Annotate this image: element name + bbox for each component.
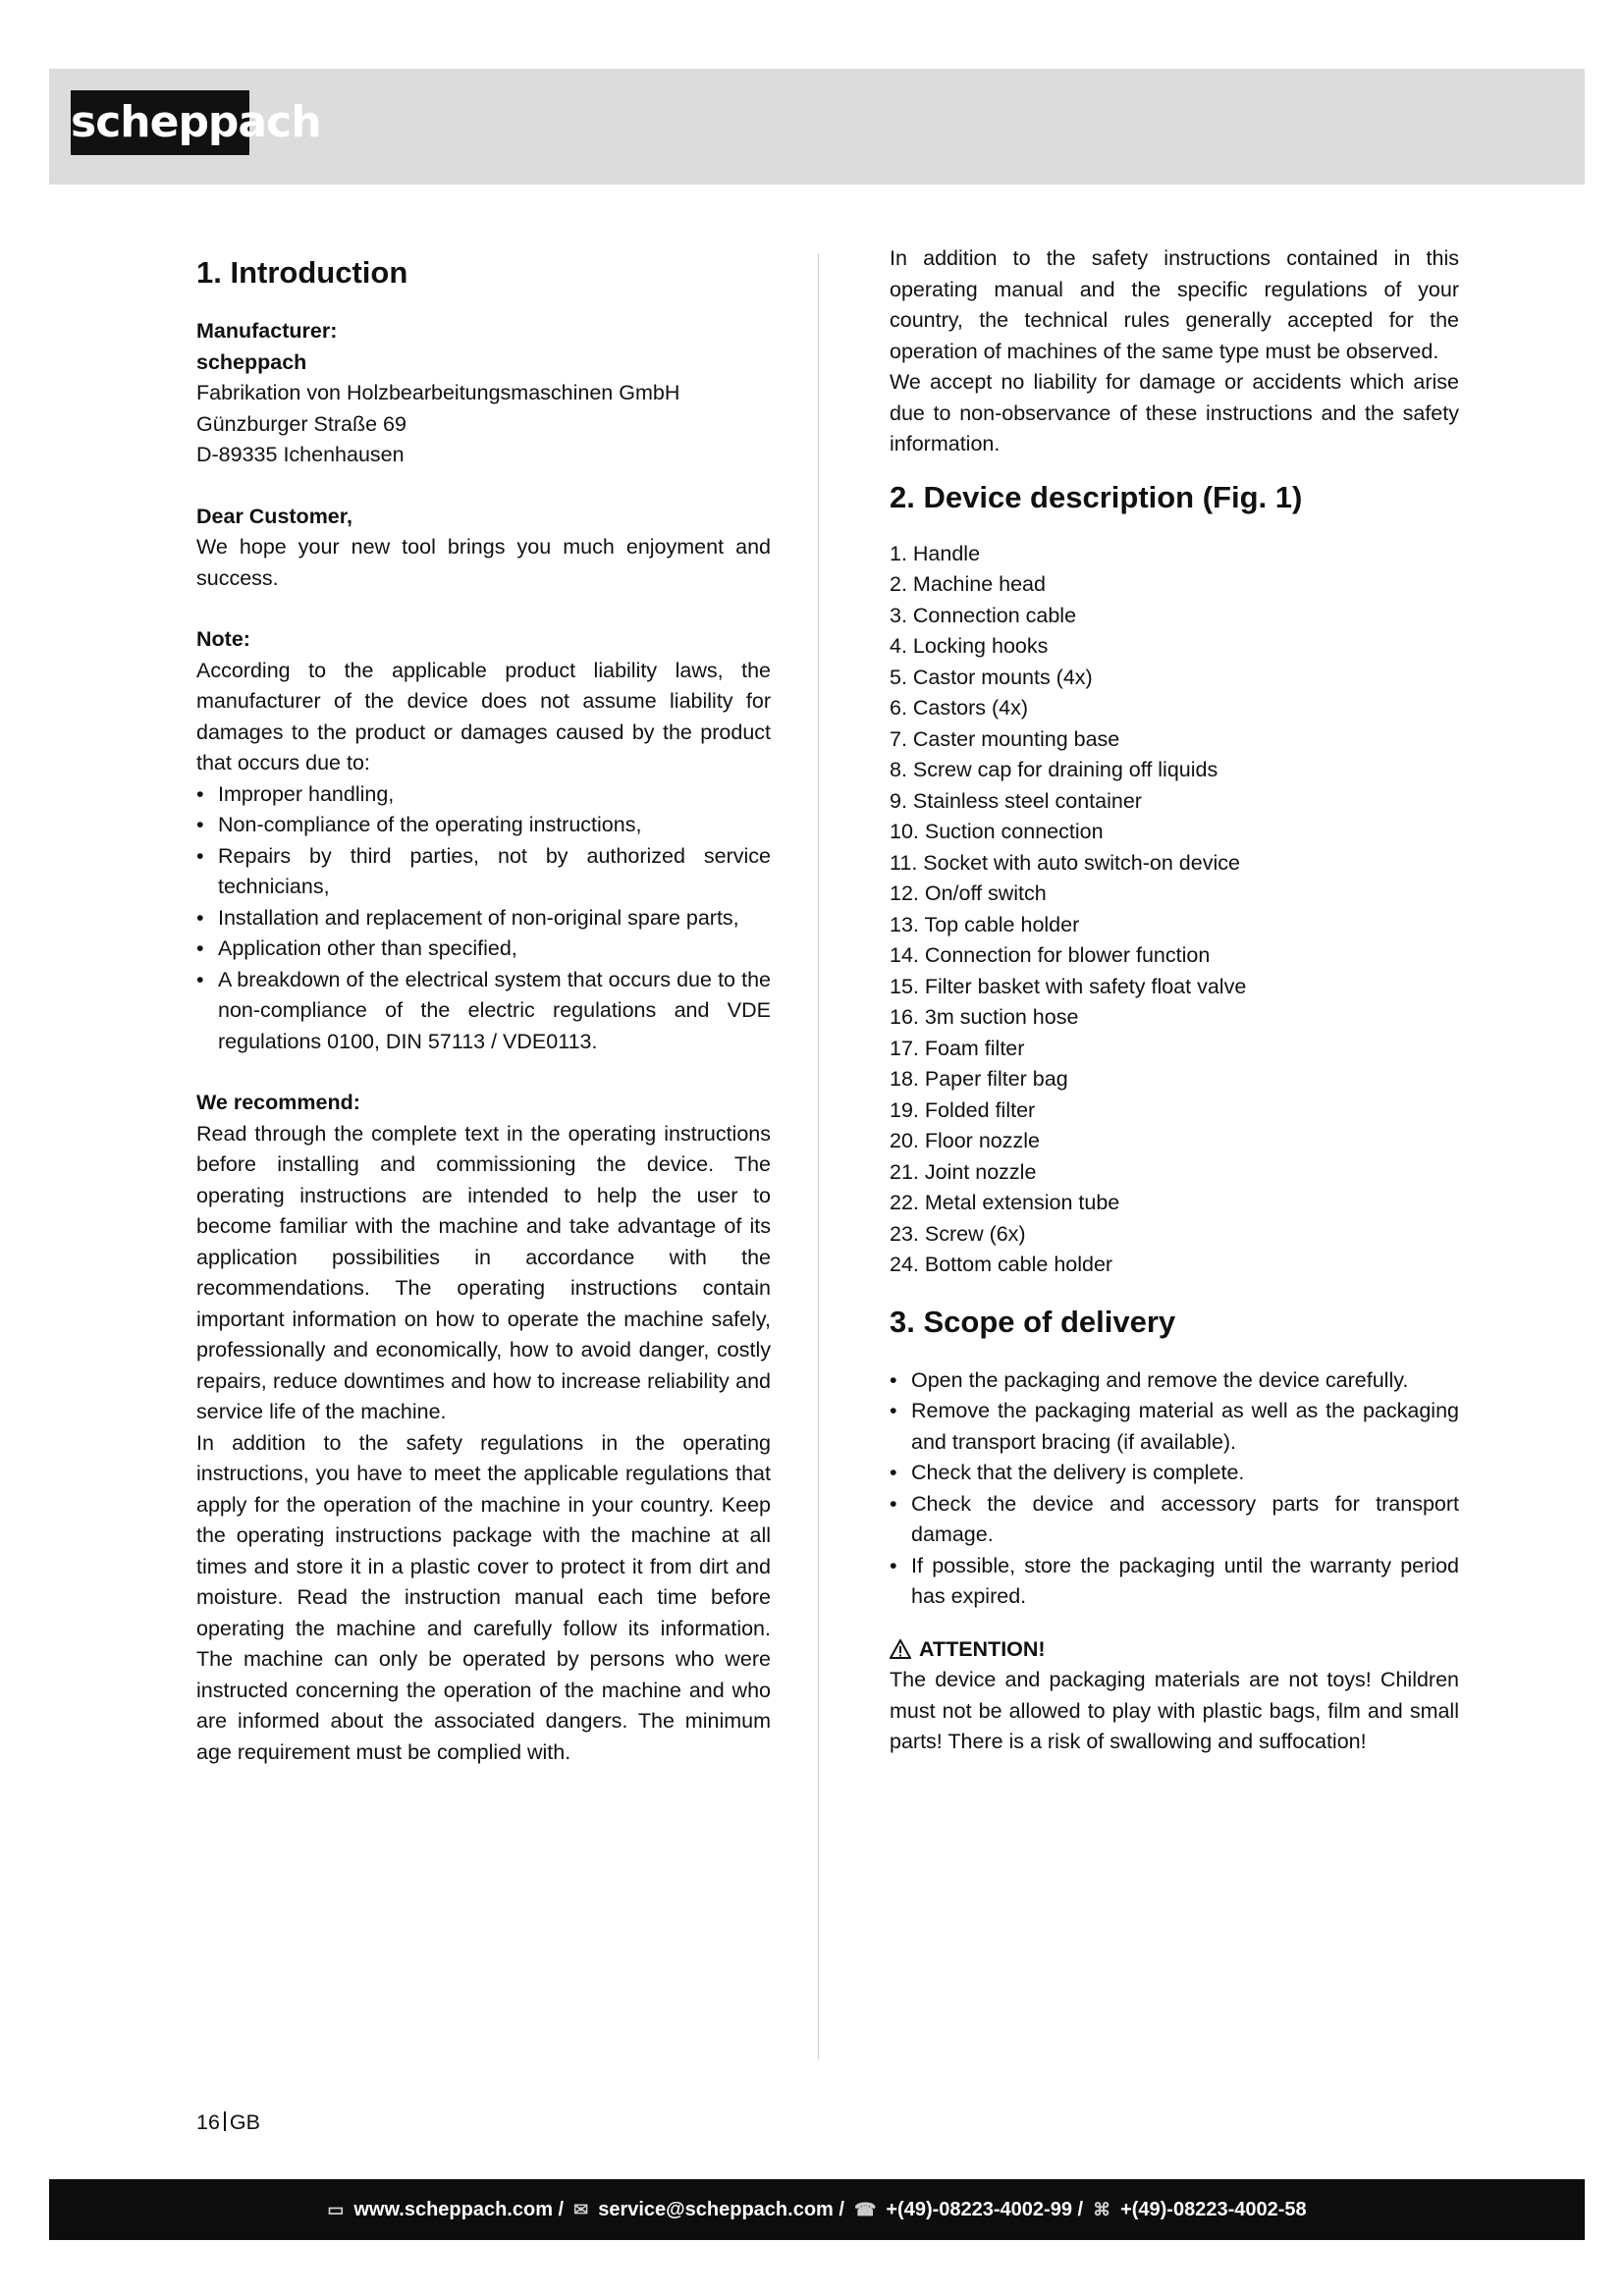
list-item: 4. Locking hooks <box>890 634 1049 658</box>
list-item: 12. On/off switch <box>890 881 1047 905</box>
manufacturer-name: scheppach <box>196 349 307 374</box>
list-item: 17. Foam filter <box>890 1036 1025 1060</box>
scope-bullet-list <box>890 1365 1459 1613</box>
list-item: • Application other than specified, <box>196 934 771 965</box>
list-item: 3. Connection cable <box>890 603 1077 627</box>
address-line: Günzburger Straße 69 <box>196 411 406 436</box>
page-number-value: 16 <box>196 2110 220 2134</box>
list-item: 9. Stainless steel container <box>890 788 1142 813</box>
list-item: • If possible, store the packaging until the warranty period has expired. <box>890 1551 1459 1613</box>
list-item: 19. Folded filter <box>890 1097 1036 1122</box>
list-item: 18. Paper filter bag <box>890 1067 1068 1091</box>
list-item: 7. Caster mounting base <box>890 726 1120 751</box>
intro-heading: 1. Introduction <box>196 255 408 290</box>
list-item: • Non-compliance of the operating instructions, <box>196 810 771 841</box>
right-column <box>890 243 1459 1758</box>
note-label: Note: <box>196 627 250 651</box>
dear-customer-text: We hope your new tool brings you much enjoyment and success. <box>196 535 771 590</box>
footer-website[interactable]: www.scheppach.com / <box>353 2198 565 2220</box>
list-item: 23. Screw (6x) <box>890 1221 1026 1246</box>
list-item: • Check that the delivery is complete. <box>890 1458 1459 1489</box>
liability-text: We accept no liability for damage or accidents which arise due to non-observance of these instructions and the safety information. <box>890 370 1459 455</box>
list-item: • Check the device and accessory parts for transport damage. <box>890 1489 1459 1551</box>
list-item: 21. Joint nozzle <box>890 1159 1037 1184</box>
address-line: D-89335 Ichenhausen <box>196 443 405 466</box>
footer-fax: +(49)-08223-4002-58 <box>1120 2198 1307 2220</box>
recommend-text-2: In addition to the safety regulations in the operating instructions, you have to meet the applicable regulations that apply for the operation of the machine in your country. Keep the operating instructions package with the machine at all times and store it in a plastic cover to protect it from dirt and moisture. Read the instruction manual each time before operating the machine and carefully follow its information. The machine can only be operated by persons who were instructed concerning the operation of the machine and who are informed about the associated dangers. The minimum age requirement must be complied with. <box>196 1430 771 1764</box>
column-divider <box>818 253 819 2059</box>
device-parts-list <box>890 539 1459 1281</box>
list-item: 20. Floor nozzle <box>890 1129 1040 1152</box>
recommend-text: Read through the complete text in the operating instructions before installing and commissioning the device. The operating instructions are intended to help the user to become familiar with the machine and take advantage of its application possibilities in accordance with the recommendations. The operating instructions contain important information on how to operate the machine safely, professionally and economically, how to avoid danger, costly repairs, reduce downtimes and how to increase reliability and service life of the machine. <box>196 1121 771 1423</box>
device-description-heading: 2. Device description (Fig. 1) <box>890 479 1303 514</box>
note-text: According to the applicable product liability laws, the manufacturer of the device does not assume liability for damages to the product or damages caused by the product that occurs due to: <box>196 658 771 774</box>
header-band <box>49 69 1585 185</box>
address-line: Fabrikation von Holzbearbeitungsmaschinen GmbH <box>196 381 680 404</box>
footer-email[interactable]: service@scheppach.com / <box>598 2198 844 2220</box>
left-column <box>196 243 771 1768</box>
list-item: 16. 3m suction hose <box>890 1005 1079 1029</box>
list-item: 6. Castors (4x) <box>890 696 1028 720</box>
fax-icon: ⌘ <box>1093 2199 1111 2219</box>
warning-triangle-icon <box>890 1639 911 1659</box>
page-number <box>196 2110 260 2135</box>
attention-block <box>890 1634 1459 1666</box>
list-item: • Repairs by third parties, not by authorized service technicians, <box>196 841 771 903</box>
list-item: 15. Filter basket with safety float valve <box>890 974 1247 998</box>
recommend-label: We recommend: <box>196 1091 360 1114</box>
scope-of-delivery-heading: 3. Scope of delivery <box>890 1304 1176 1339</box>
page-language: GB <box>229 2110 260 2134</box>
list-item: 5. Castor mounts (4x) <box>890 665 1093 689</box>
list-item: • Installation and replacement of non-original spare parts, <box>196 903 771 934</box>
manufacturer-label: Manufacturer: <box>196 319 338 343</box>
list-item: 22. Metal extension tube <box>890 1191 1120 1214</box>
list-item: 10. Suction connection <box>890 820 1104 843</box>
dear-customer-label: Dear Customer, <box>196 504 352 528</box>
safety-intro-text: In addition to the safety instructions contained in this operating manual and the specific regulations of your country, the technical rules generally accepted for the operation of machines of the same type must be observed. <box>890 246 1459 363</box>
computer-icon: ▭ <box>327 2199 345 2219</box>
footer-band <box>49 2179 1585 2240</box>
attention-text: The device and packaging materials are not toys! Children must not be allowed to play with plastic bags, film and small parts! There is a risk of swallowing and suffocation! <box>890 1668 1459 1753</box>
list-item: 14. Connection for blower function <box>890 943 1211 967</box>
list-item: • A breakdown of the electrical system that occurs due to the non-compliance of the electric regulations and VDE regulations 0100, DIN 57113 / VDE0113. <box>196 965 771 1058</box>
list-item: 2. Machine head <box>890 572 1046 596</box>
list-item: 1. Handle <box>890 541 981 565</box>
list-item: 13. Top cable holder <box>890 912 1080 936</box>
list-item: 8. Screw cap for draining off liquids <box>890 758 1218 781</box>
list-item: • Improper handling, <box>196 779 771 811</box>
phone-icon: ☎ <box>853 2199 877 2219</box>
attention-label: ATTENTION! <box>919 1636 1046 1661</box>
list-item: • Remove the packaging material as well as the packaging and transport bracing (if available). <box>890 1396 1459 1458</box>
mail-icon: ✉ <box>573 2199 589 2219</box>
list-item: 11. Socket with auto switch-on device <box>890 850 1240 875</box>
footer-phone: +(49)-08223-4002-99 / <box>886 2198 1084 2220</box>
scheppach-logo: scheppach <box>71 90 249 155</box>
note-bullet-list <box>196 779 771 1058</box>
list-item: 24. Bottom cable holder <box>890 1253 1113 1276</box>
list-item: • Open the packaging and remove the device carefully. <box>890 1365 1459 1397</box>
